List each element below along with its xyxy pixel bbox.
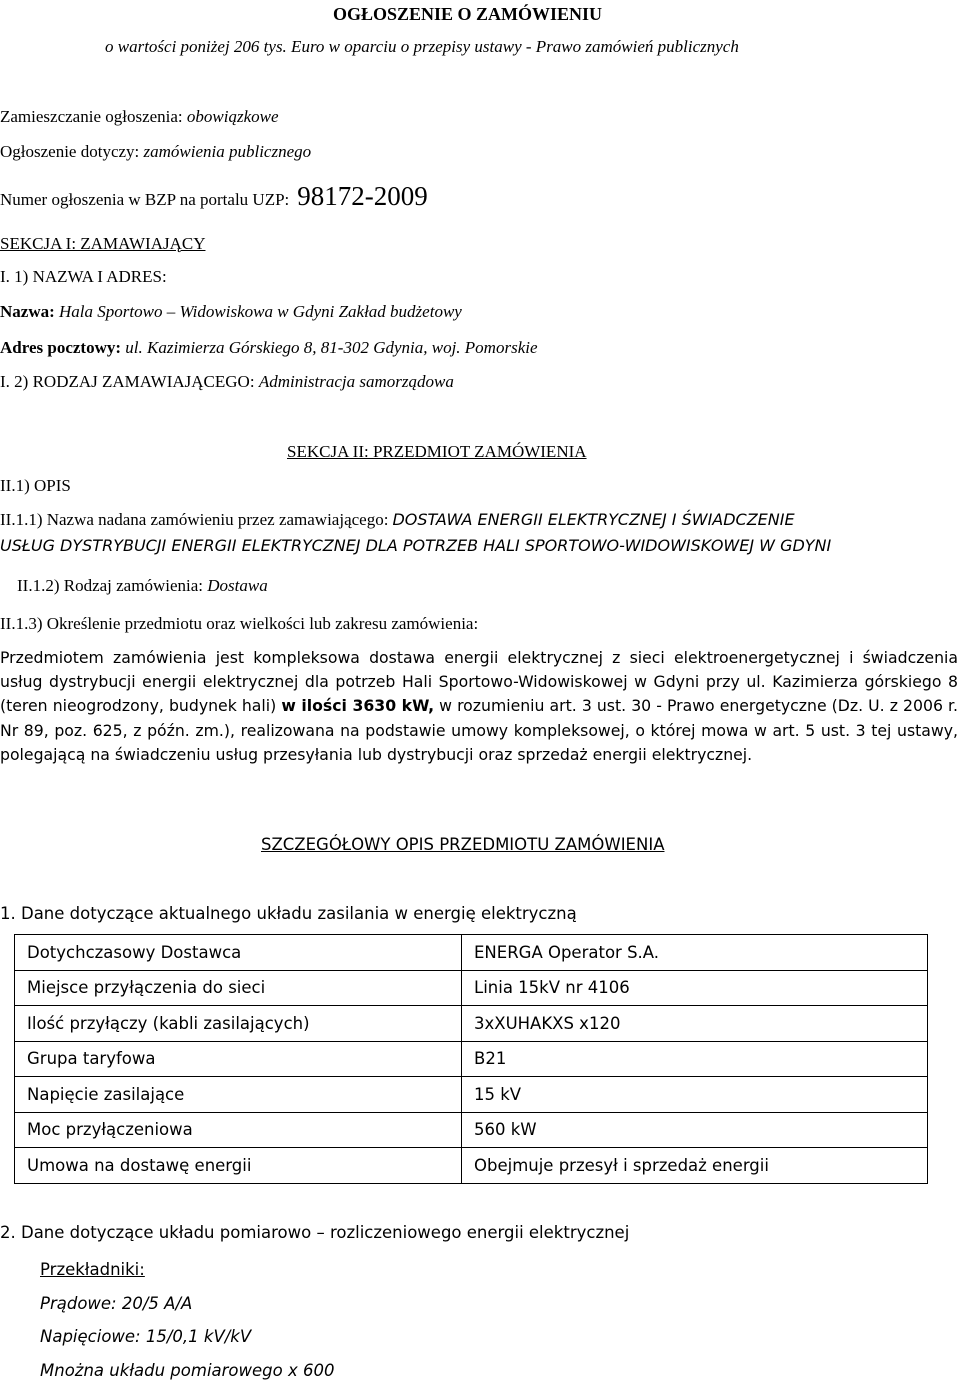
details-heading: SZCZEGÓŁOWY OPIS PRZEDMIOTU ZAMÓWIENIA — [261, 835, 665, 854]
concerns-label: Ogłoszenie dotyczy: — [0, 142, 140, 161]
address-row — [0, 338, 538, 358]
table-row — [15, 1148, 928, 1184]
placement-row — [0, 107, 279, 127]
table-cell-label: Ilość przyłączy (kabli zasilających) — [15, 1006, 462, 1042]
voltage-transformer: Napięciowe: 15/0,1 kV/kV — [40, 1327, 252, 1346]
document-subtitle: o wartości poniżej 206 tys. Euro w oparciu o przepisy ustawy - Prawo zamówień publicznych — [105, 37, 739, 56]
table-row — [15, 1077, 928, 1113]
item2-label: II.1.2) Rodzaj zamówienia: — [17, 576, 203, 595]
name-row — [0, 302, 462, 322]
table-cell-value: 3xXUHAKXS x120 — [462, 1006, 928, 1042]
table-row — [15, 970, 928, 1006]
concerns-value: zamówienia publicznego — [143, 142, 312, 161]
number-value: 98172-2009 — [297, 181, 428, 211]
opis-label: II.1) OPIS — [0, 476, 71, 495]
placement-label: Zamieszczanie ogłoszenia: — [0, 107, 183, 126]
item1-value-line2: USŁUG DYSTRYBUCJI ENERGII ELEKTRYCZNEJ DLA POTRZEB HALI SPORTOWO-WIDOWISKOWEJ W GDYNI — [0, 535, 832, 555]
table-row — [15, 935, 928, 971]
item1-value-line1: DOSTAWA ENERGII ELEKTRYCZNEJ I ŚWIADCZENIE — [392, 510, 795, 529]
section1-heading: SEKCJA I: ZAMAWIAJĄCY — [0, 234, 206, 253]
number-row — [0, 181, 428, 212]
table-cell-label: Umowa na dostawę energii — [15, 1148, 462, 1184]
table-cell-label: Grupa taryfowa — [15, 1041, 462, 1077]
table-cell-label: Miejsce przyłączenia do sieci — [15, 970, 462, 1006]
address-label: Adres pocztowy: — [0, 338, 122, 357]
item1-block — [0, 508, 960, 558]
item1-label: II.1.1) Nazwa nadana zamówieniu przez zamawiającego: — [0, 510, 389, 529]
document-title: OGŁOSZENIE O ZAMÓWIENIU — [333, 4, 603, 24]
meter-multiplier: Mnożna układu pomiarowego x 600 — [40, 1361, 335, 1380]
type-row — [0, 372, 454, 392]
point2-heading: 2. Dane dotyczące układu pomiarowo – rozliczeniowego energii elektrycznej — [0, 1223, 630, 1242]
table-cell-label: Moc przyłączeniowa — [15, 1112, 462, 1148]
supply-table — [14, 934, 928, 1184]
section2-heading: SEKCJA II: PRZEDMIOT ZAMÓWIENIA — [287, 442, 587, 461]
table-cell-label: Napięcie zasilające — [15, 1077, 462, 1113]
name-address-heading: I. 1) NAZWA I ADRES: — [0, 267, 167, 286]
paragraph-part1: Przedmiotem zamówienia jest kompleksowa dostawa energii elektrycznej z sieci elektroenergetycznej i świadczenia usług dystrybucji energii elektrycznej dla potrzeb Hali Sportowo-Widowiskowej w Gdyni przy ul. Kazimierza górskiego 8 (teren nieogrodzony, budynek hali) — [0, 648, 958, 716]
name-label: Nazwa: — [0, 302, 55, 321]
concerns-row — [0, 142, 311, 162]
transformers-heading: Przekładniki: — [40, 1260, 145, 1279]
table-row — [15, 1041, 928, 1077]
current-transformer: Prądowe: 20/5 A/A — [40, 1294, 193, 1313]
paragraph-part2: w rozumieniu art. 3 ust. 30 - Prawo energetyczne (Dz. U. z 2006 r. Nr 89, poz. 625, z późn. zm.), realizowana na podstawie umowy kompleksowej, o której mowa w art. 5 ust. 3 tej ustawy, polegającą na świadczeniu usług przesyłania lub dystrybucji oraz sprzedaż energii elektrycznej. — [0, 696, 958, 764]
description-paragraph — [0, 646, 958, 767]
table-cell-value: ENERGA Operator S.A. — [462, 935, 928, 971]
table-cell-value: B21 — [462, 1041, 928, 1077]
table-row — [15, 1112, 928, 1148]
address-value: ul. Kazimierza Górskiego 8, 81-302 Gdynia, woj. Pomorskie — [125, 338, 538, 357]
type-value: Administracja samorządowa — [258, 372, 454, 391]
point1-heading: 1. Dane dotyczące aktualnego układu zasilania w energię elektryczną — [0, 904, 577, 923]
number-label: Numer ogłoszenia w BZP na portalu UZP: — [0, 190, 290, 209]
table-cell-value: Obejmuje przesył i sprzedaż energii — [462, 1148, 928, 1184]
placement-value: obowiązkowe — [186, 107, 279, 126]
item2-row — [17, 576, 268, 596]
name-value: Hala Sportowo – Widowiskowa w Gdyni Zakład budżetowy — [59, 302, 462, 321]
table-cell-value: 560 kW — [462, 1112, 928, 1148]
table-cell-value: 15 kV — [462, 1077, 928, 1113]
table-cell-label: Dotychczasowy Dostawca — [15, 935, 462, 971]
item2-value: Dostawa — [207, 576, 268, 595]
paragraph-bold: w ilości 3630 kW, — [281, 696, 435, 716]
table-row — [15, 1006, 928, 1042]
table-cell-value: Linia 15kV nr 4106 — [462, 970, 928, 1006]
item3-label: II.1.3) Określenie przedmiotu oraz wielkości lub zakresu zamówienia: — [0, 614, 479, 633]
type-label: I. 2) RODZAJ ZAMAWIAJĄCEGO: — [0, 372, 255, 391]
